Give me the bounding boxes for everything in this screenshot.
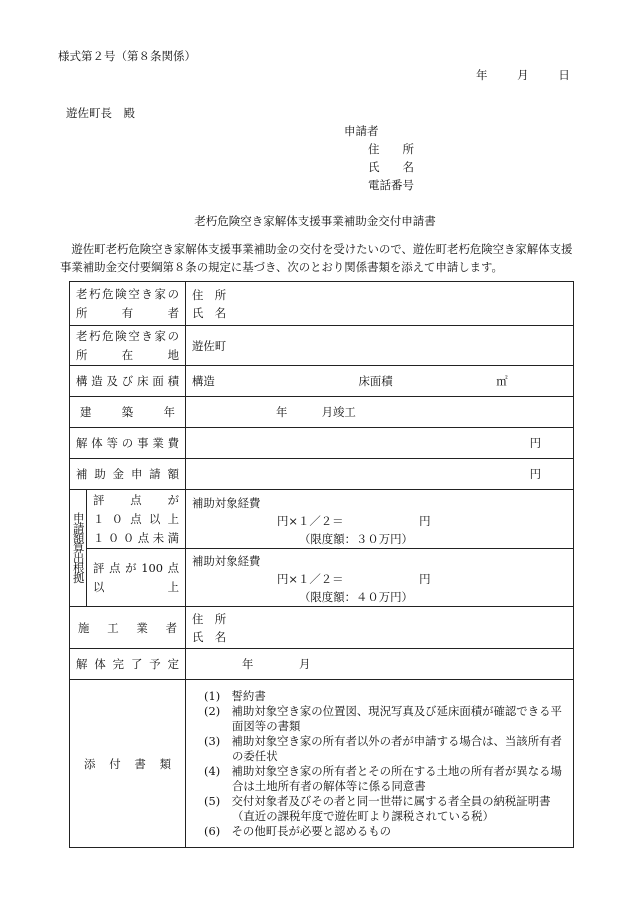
location-label: 老朽危険空き家の 所 在 地 — [70, 326, 186, 366]
formula: 円×１／２＝ — [277, 572, 344, 586]
applicant-address-label: 住 所 — [368, 142, 414, 156]
form-number: 様式第２号（第８条関係） — [58, 49, 196, 63]
attachment-item: (5) 交付対象者及びその者と同一世帯に属する者全員の納税証明書（直近の課税年度で遊佐町より課税されている税） — [204, 793, 551, 823]
structure-value[interactable] — [186, 366, 574, 397]
contractor-address-label: 住 所 — [192, 611, 227, 626]
attachment-item: (4) 補助対象空き家の所有者とその所在する土地の所有者が異なる場合は土地所有者の解体等に係る同意書 — [204, 763, 562, 793]
owner-name-label: 氏 名 — [192, 305, 227, 320]
cost-value[interactable]: 円 — [186, 428, 574, 459]
cost-row — [70, 428, 574, 459]
attachments-row — [70, 680, 574, 848]
structure-label-inner: 構造 — [192, 374, 215, 388]
date-day-label: 日 — [558, 68, 570, 82]
attachments-list — [186, 680, 574, 848]
completion-row — [70, 649, 574, 680]
limit: （限度額：３０万円） — [299, 532, 413, 546]
basis-row-2 — [70, 549, 574, 607]
date-month-label: 月 — [517, 68, 529, 82]
formula: 円×１／２＝ — [277, 514, 344, 528]
expense-label: 補助対象経費 — [192, 496, 261, 510]
structure-row — [70, 366, 574, 397]
completion-value[interactable]: 年 月 — [186, 649, 574, 680]
applicant-phone-label: 電話番号 — [368, 178, 414, 192]
subsidy-value[interactable]: 円 — [186, 459, 574, 490]
subsidy-row — [70, 459, 574, 490]
contractor-value[interactable] — [186, 607, 574, 649]
attachment-item: (3) 補助対象空き家の所有者以外の者が申請する場合は、当該所有者の委任状 — [204, 733, 562, 763]
location-value[interactable]: 遊佐町 — [186, 326, 574, 366]
cost-label: 解体等の事業費 — [70, 428, 186, 459]
subsidy-label: 補助金申請額 — [70, 459, 186, 490]
basis-row-2-value[interactable] — [186, 549, 574, 607]
body-text: 遊佐町老朽危険空き家解体支援事業補助金の交付を受けたいので、遊佐町老朽危険空き家解体支援事業補助金交付要綱第８条の規定に基づき、次のとおり関係書類を添えて申請します。 — [60, 242, 573, 274]
basis-row-2-label: 評点が100点 以 上 — [87, 549, 186, 607]
document-title: 老朽危険空き家解体支援事業補助金交付申請書 — [194, 214, 436, 228]
floor-area-unit: ㎡ — [496, 374, 508, 388]
basis-row-1-label: 評 点 が １０点以上 １００点未満 — [87, 490, 186, 549]
basis-label: 申請額算出根拠 — [70, 490, 87, 607]
completion-label: 解体完了予定 — [70, 649, 186, 680]
contractor-label: 施 工 業 者 — [70, 607, 186, 649]
applicant-label: 申請者 — [344, 124, 379, 138]
attachment-item: (2) 補助対象空き家の位置図、現況写真及び延床面積が確認できる平面図等の書類 — [204, 703, 562, 733]
location-row — [70, 326, 574, 366]
floor-area-label: 床面積 — [358, 374, 393, 388]
limit: （限度額：４０万円） — [299, 590, 413, 604]
date-year-label: 年 — [476, 68, 488, 82]
attachment-item: (1) 誓約書 — [204, 688, 266, 703]
attachment-item: (6) その他町長が必要と認めるもの — [204, 823, 392, 838]
build-year-label: 建 築 年 — [70, 397, 186, 428]
addressee: 遊佐町長 殿 — [66, 106, 135, 120]
contractor-row — [70, 607, 574, 649]
application-table — [69, 281, 574, 848]
attachments-label: 添 付 書 類 — [70, 680, 186, 848]
owner-value[interactable] — [186, 282, 574, 326]
build-year-row — [70, 397, 574, 428]
build-year-value[interactable]: 年 月竣工 — [186, 397, 574, 428]
contractor-name-label: 氏 名 — [192, 629, 227, 644]
owner-row — [70, 282, 574, 326]
basis-row-1 — [70, 490, 574, 549]
owner-label: 老朽危険空き家の 所 有 者 — [70, 282, 186, 326]
date-line — [476, 67, 570, 83]
owner-address-label: 住 所 — [192, 287, 227, 302]
structure-label: 構造及び床面積 — [70, 366, 186, 397]
expense-label: 補助対象経費 — [192, 554, 261, 568]
result-unit: 円 — [419, 514, 431, 528]
basis-row-1-value[interactable] — [186, 490, 574, 549]
applicant-name-label: 氏 名 — [368, 160, 414, 174]
result-unit: 円 — [419, 572, 431, 586]
